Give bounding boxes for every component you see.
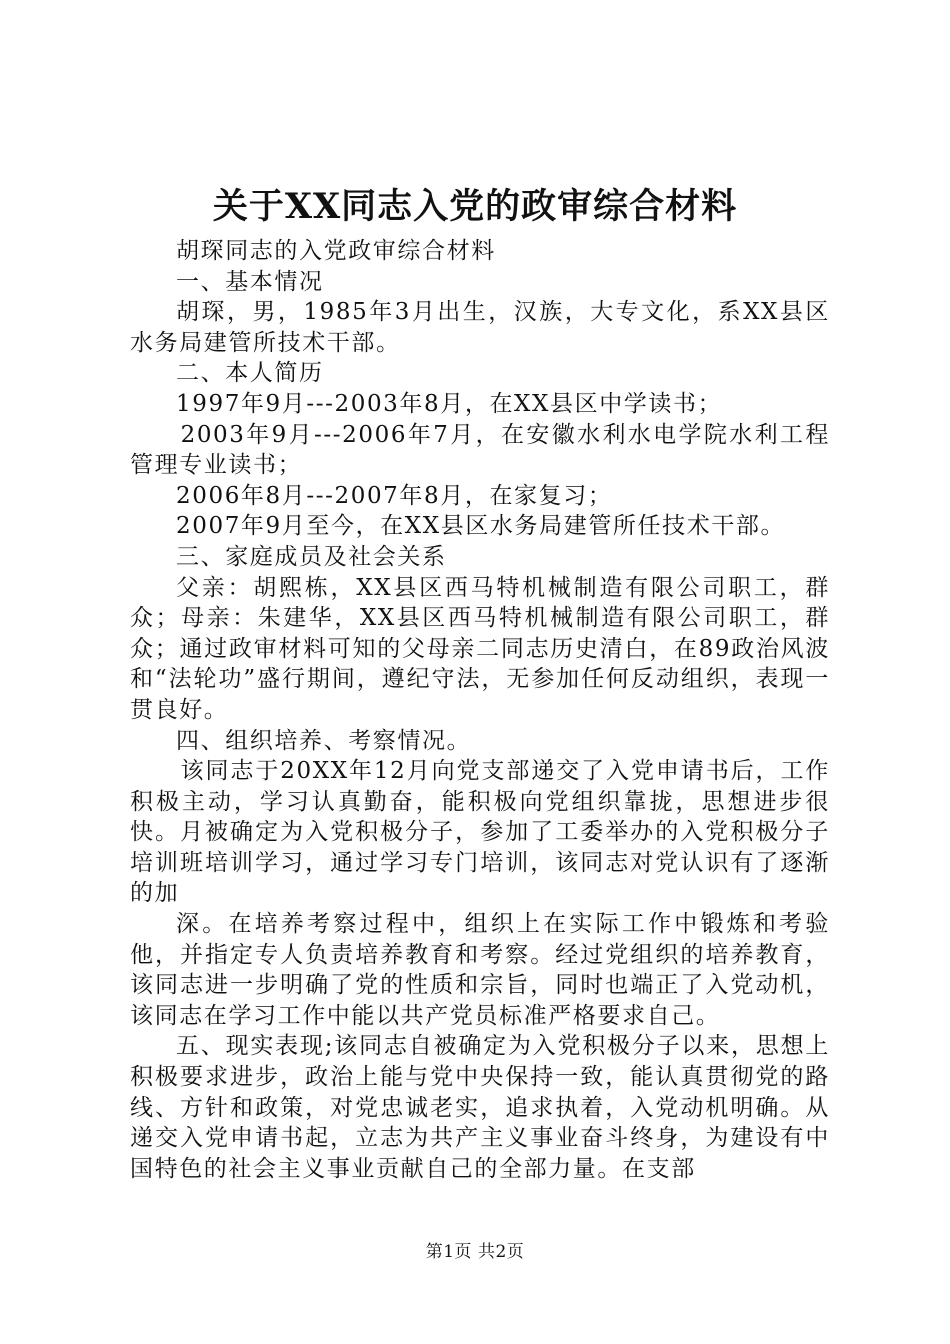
resume-item: 1997年9月---2003年8月，在XX县区中学读书； <box>176 390 723 417</box>
document-title: 关于XX同志入党的政审综合材料 <box>212 186 738 227</box>
paragraph-family: 父亲：胡熙栋，XX县区西马特机械制造有限公司职工，群众；母亲：朱建华，XX县区西马特机械制造有限公司职工，群众；通过政审材料可知的父母亲二同志历史清白，在89政治风波和“法轮功”盛行期间，遵纪守法，无参加任何反动组织，表现一贯良好。 <box>130 574 830 723</box>
paragraph-performance: 五、现实表现;该同志自被确定为入党积极分子以来，思想上积极要求进步，政治上能与党中央保持一致，能认真贯彻党的路线、方针和政策，对党忠诚老实，追求执着，入党动机明确。从递交入党申请书起，立志为共产主义事业奋斗终身，为建设有中国特色的社会主义事业贡献自己的全部力量。在支部 <box>130 1033 830 1182</box>
heading-family: 三、家庭成员及社会关系 <box>176 543 447 570</box>
page-number: 第1页 共2页 <box>425 1242 525 1262</box>
document-body <box>130 236 830 1184</box>
paragraph-training: 该同志于20XX年12月向党支部递交了入党申请书后，工作积极主动，学习认真勤奋，能积极向党组织靠拢，思想进步很快。月被确定为入党积极分子，参加了工委举办的入党积极分子培训班培训学习，通过学习专门培训，该同志对党认识有了逐渐的加 <box>130 758 830 907</box>
paragraph-training-cont: 深。在培养考察过程中，组织上在实际工作中锻炼和考验他，并指定专人负责培养教育和考察。经过党组织的培养教育，该同志进一步明确了党的性质和宗旨，同时也端正了入党动机，该同志在学习工作中能以共产党员标准严格要求自己。 <box>130 911 830 1029</box>
paragraph-subject: 胡琛同志的入党政审综合材料 <box>176 238 496 264</box>
heading-training: 四、组织培养、考察情况。 <box>176 727 472 754</box>
resume-item: 2003年9月---2006年7月，在安徽水利水电学院水利工程管理专业读书； <box>130 421 830 479</box>
paragraph-basic-info: 胡琛，男，1985年3月出生，汉族，大专文化，系XX县区水务局建管所技术干部。 <box>130 299 830 356</box>
heading-resume: 二、本人简历 <box>176 360 324 387</box>
resume-item: 2006年8月---2007年8月，在家复习； <box>176 482 613 509</box>
heading-basic-info: 一、基本情况 <box>176 268 324 295</box>
resume-item: 2007年9月至今，在XX县区水务局建管所任技术干部。 <box>176 513 786 540</box>
